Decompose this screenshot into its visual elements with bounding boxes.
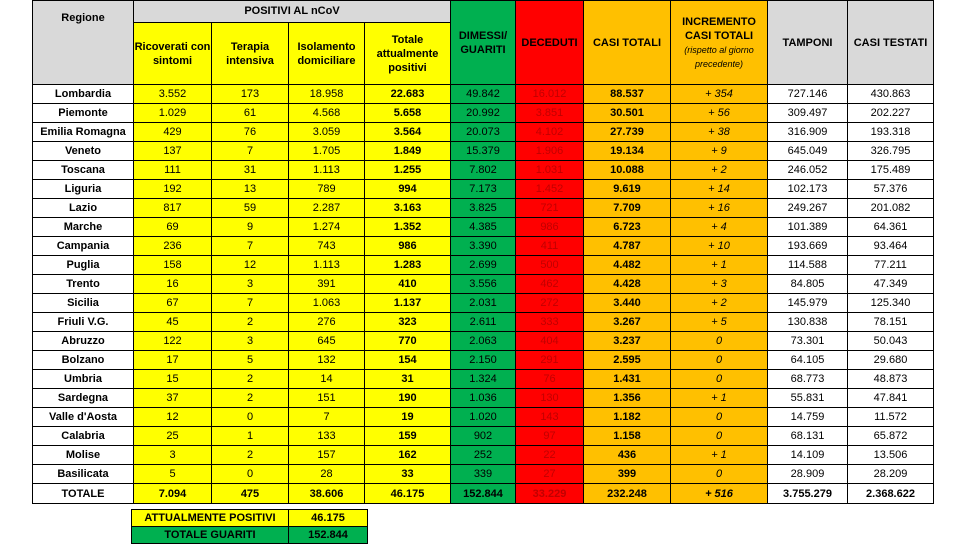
header-casi-testati: CASI TESTATI	[848, 1, 934, 85]
cell-totale-positivi: 22.683	[365, 85, 451, 104]
cell-deceduti: 462	[516, 275, 584, 294]
table-body	[33, 85, 934, 504]
cell-casi-testati: 50.043	[848, 332, 934, 351]
cell-tamponi: 84.805	[768, 275, 848, 294]
cell-region-name: Molise	[33, 446, 134, 465]
cell-casi-totali: 1.158	[584, 427, 671, 446]
cell-dimessi: 7.173	[451, 180, 516, 199]
cell-isolamento: 789	[289, 180, 365, 199]
cell-casi-totali: 19.134	[584, 142, 671, 161]
cell-isolamento: 1.063	[289, 294, 365, 313]
cell-deceduti: 291	[516, 351, 584, 370]
total-dimessi: 152.844	[451, 484, 516, 504]
cell-deceduti: 3.851	[516, 104, 584, 123]
cell-region-name: Puglia	[33, 256, 134, 275]
cell-incremento: 0	[671, 427, 768, 446]
cell-deceduti: 272	[516, 294, 584, 313]
cell-totale-positivi: 31	[365, 370, 451, 389]
cell-casi-testati: 77.211	[848, 256, 934, 275]
cell-incremento: + 1	[671, 256, 768, 275]
table-row	[33, 199, 934, 218]
cell-region-name: Emilia Romagna	[33, 123, 134, 142]
cell-casi-totali: 1.182	[584, 408, 671, 427]
cell-region-name: Basilicata	[33, 465, 134, 484]
table-row	[33, 275, 934, 294]
cell-deceduti: 1.031	[516, 161, 584, 180]
cell-casi-totali: 1.356	[584, 389, 671, 408]
cell-incremento: 0	[671, 408, 768, 427]
table-row	[33, 256, 934, 275]
cell-tamponi: 193.669	[768, 237, 848, 256]
header-tamponi: TAMPONI	[768, 1, 848, 85]
summary-guariti-label: TOTALE GUARITI	[132, 527, 289, 544]
cell-terapia: 2	[212, 389, 289, 408]
cell-region-name: Abruzzo	[33, 332, 134, 351]
cell-ricoverati: 122	[134, 332, 212, 351]
cell-ricoverati: 3	[134, 446, 212, 465]
cell-terapia: 1	[212, 427, 289, 446]
cell-casi-testati: 326.795	[848, 142, 934, 161]
cell-isolamento: 14	[289, 370, 365, 389]
cell-casi-totali: 4.482	[584, 256, 671, 275]
summary-box	[131, 509, 368, 544]
cell-incremento: 0	[671, 370, 768, 389]
cell-tamponi: 249.267	[768, 199, 848, 218]
cell-terapia: 76	[212, 123, 289, 142]
cell-region-name: Sicilia	[33, 294, 134, 313]
cell-deceduti: 500	[516, 256, 584, 275]
cell-region-name: Calabria	[33, 427, 134, 446]
cell-dimessi: 1.036	[451, 389, 516, 408]
cell-isolamento: 7	[289, 408, 365, 427]
cell-isolamento: 1.274	[289, 218, 365, 237]
cell-casi-testati: 11.572	[848, 408, 934, 427]
total-row	[33, 484, 934, 504]
cell-totale-positivi: 1.255	[365, 161, 451, 180]
cell-casi-testati: 78.151	[848, 313, 934, 332]
cell-incremento: + 9	[671, 142, 768, 161]
table-row	[33, 85, 934, 104]
cell-region-name: Trento	[33, 275, 134, 294]
table-row	[33, 180, 934, 199]
cell-ricoverati: 1.029	[134, 104, 212, 123]
summary-attualmente-label: ATTUALMENTE POSITIVI	[132, 510, 289, 527]
cell-ricoverati: 45	[134, 313, 212, 332]
cell-ricoverati: 137	[134, 142, 212, 161]
cell-tamponi: 309.497	[768, 104, 848, 123]
cell-deceduti: 130	[516, 389, 584, 408]
total-ricoverati: 7.094	[134, 484, 212, 504]
header-totale-positivi: Totale attualmente positivi	[365, 23, 451, 85]
cell-deceduti: 404	[516, 332, 584, 351]
covid-region-table	[32, 0, 934, 504]
cell-deceduti: 4.102	[516, 123, 584, 142]
table-row	[33, 313, 934, 332]
cell-isolamento: 1.113	[289, 256, 365, 275]
cell-casi-testati: 28.209	[848, 465, 934, 484]
cell-terapia: 31	[212, 161, 289, 180]
table-row	[33, 427, 934, 446]
cell-terapia: 12	[212, 256, 289, 275]
cell-casi-totali: 4.787	[584, 237, 671, 256]
cell-deceduti: 1.452	[516, 180, 584, 199]
cell-deceduti: 22	[516, 446, 584, 465]
cell-totale-positivi: 190	[365, 389, 451, 408]
cell-totale-positivi: 1.352	[365, 218, 451, 237]
summary-attualmente-value: 46.175	[289, 510, 368, 527]
cell-deceduti: 1.906	[516, 142, 584, 161]
cell-terapia: 0	[212, 408, 289, 427]
total-casi-totali: 232.248	[584, 484, 671, 504]
cell-casi-totali: 27.739	[584, 123, 671, 142]
cell-tamponi: 68.131	[768, 427, 848, 446]
total-isolamento: 38.606	[289, 484, 365, 504]
cell-ricoverati: 69	[134, 218, 212, 237]
cell-incremento: + 354	[671, 85, 768, 104]
cell-tamponi: 316.909	[768, 123, 848, 142]
table-row	[33, 104, 934, 123]
cell-incremento: + 3	[671, 275, 768, 294]
cell-terapia: 13	[212, 180, 289, 199]
cell-deceduti: 76	[516, 370, 584, 389]
cell-dimessi: 2.031	[451, 294, 516, 313]
cell-totale-positivi: 410	[365, 275, 451, 294]
cell-tamponi: 55.831	[768, 389, 848, 408]
cell-ricoverati: 429	[134, 123, 212, 142]
cell-tamponi: 14.109	[768, 446, 848, 465]
cell-totale-positivi: 986	[365, 237, 451, 256]
cell-ricoverati: 67	[134, 294, 212, 313]
cell-terapia: 7	[212, 142, 289, 161]
cell-ricoverati: 37	[134, 389, 212, 408]
cell-region-name: Piemonte	[33, 104, 134, 123]
cell-dimessi: 49.842	[451, 85, 516, 104]
cell-casi-testati: 48.873	[848, 370, 934, 389]
total-terapia: 475	[212, 484, 289, 504]
cell-casi-totali: 399	[584, 465, 671, 484]
table-row	[33, 218, 934, 237]
cell-tamponi: 145.979	[768, 294, 848, 313]
cell-deceduti: 411	[516, 237, 584, 256]
cell-casi-testati: 175.489	[848, 161, 934, 180]
cell-incremento: + 14	[671, 180, 768, 199]
header-positivi-group: POSITIVI AL nCoV	[134, 1, 451, 23]
header-incremento-note: (rispetto al giorno precedente)	[684, 44, 754, 69]
table-row	[33, 161, 934, 180]
table-row	[33, 294, 934, 313]
cell-totale-positivi: 5.658	[365, 104, 451, 123]
cell-incremento: + 1	[671, 389, 768, 408]
cell-casi-totali: 30.501	[584, 104, 671, 123]
cell-dimessi: 1.324	[451, 370, 516, 389]
cell-dimessi: 902	[451, 427, 516, 446]
total-deceduti: 33.229	[516, 484, 584, 504]
cell-incremento: 0	[671, 465, 768, 484]
cell-tamponi: 727.146	[768, 85, 848, 104]
cell-incremento: + 1	[671, 446, 768, 465]
cell-incremento: 0	[671, 351, 768, 370]
cell-incremento: + 10	[671, 237, 768, 256]
cell-totale-positivi: 159	[365, 427, 451, 446]
cell-region-name: Sardegna	[33, 389, 134, 408]
cell-terapia: 173	[212, 85, 289, 104]
cell-dimessi: 2.150	[451, 351, 516, 370]
cell-casi-totali: 3.237	[584, 332, 671, 351]
table-row	[33, 408, 934, 427]
cell-terapia: 2	[212, 370, 289, 389]
cell-deceduti: 986	[516, 218, 584, 237]
cell-isolamento: 2.287	[289, 199, 365, 218]
cell-totale-positivi: 1.849	[365, 142, 451, 161]
cell-deceduti: 721	[516, 199, 584, 218]
table-row	[33, 123, 934, 142]
cell-ricoverati: 817	[134, 199, 212, 218]
table-row	[33, 446, 934, 465]
cell-incremento: + 16	[671, 199, 768, 218]
cell-ricoverati: 5	[134, 465, 212, 484]
cell-incremento: + 5	[671, 313, 768, 332]
cell-casi-totali: 1.431	[584, 370, 671, 389]
cell-tamponi: 64.105	[768, 351, 848, 370]
header-regione: Regione	[33, 1, 134, 85]
cell-casi-testati: 202.227	[848, 104, 934, 123]
cell-dimessi: 20.073	[451, 123, 516, 142]
cell-casi-testati: 65.872	[848, 427, 934, 446]
cell-dimessi: 252	[451, 446, 516, 465]
header-terapia: Terapia intensiva	[212, 23, 289, 85]
cell-totale-positivi: 994	[365, 180, 451, 199]
cell-isolamento: 132	[289, 351, 365, 370]
cell-terapia: 7	[212, 294, 289, 313]
cell-tamponi: 102.173	[768, 180, 848, 199]
cell-totale-positivi: 19	[365, 408, 451, 427]
cell-tamponi: 114.588	[768, 256, 848, 275]
cell-dimessi: 2.611	[451, 313, 516, 332]
cell-dimessi: 1.020	[451, 408, 516, 427]
cell-incremento: + 38	[671, 123, 768, 142]
cell-tamponi: 73.301	[768, 332, 848, 351]
cell-isolamento: 151	[289, 389, 365, 408]
cell-totale-positivi: 3.163	[365, 199, 451, 218]
cell-isolamento: 276	[289, 313, 365, 332]
cell-isolamento: 743	[289, 237, 365, 256]
cell-terapia: 9	[212, 218, 289, 237]
table-row	[33, 370, 934, 389]
cell-region-name: Liguria	[33, 180, 134, 199]
cell-tamponi: 246.052	[768, 161, 848, 180]
cell-terapia: 0	[212, 465, 289, 484]
cell-region-name: Lombardia	[33, 85, 134, 104]
cell-incremento: + 2	[671, 161, 768, 180]
cell-tamponi: 14.759	[768, 408, 848, 427]
cell-deceduti: 333	[516, 313, 584, 332]
cell-isolamento: 18.958	[289, 85, 365, 104]
cell-totale-positivi: 1.137	[365, 294, 451, 313]
cell-region-name: Bolzano	[33, 351, 134, 370]
cell-region-name: Veneto	[33, 142, 134, 161]
cell-casi-testati: 57.376	[848, 180, 934, 199]
table-row	[33, 332, 934, 351]
cell-dimessi: 3.390	[451, 237, 516, 256]
cell-terapia: 5	[212, 351, 289, 370]
cell-casi-totali: 436	[584, 446, 671, 465]
total-casi-testati: 2.368.622	[848, 484, 934, 504]
cell-dimessi: 2.063	[451, 332, 516, 351]
cell-ricoverati: 236	[134, 237, 212, 256]
cell-totale-positivi: 770	[365, 332, 451, 351]
header-casi-totali: CASI TOTALI	[584, 1, 671, 85]
cell-casi-testati: 47.841	[848, 389, 934, 408]
summary-guariti-value: 152.844	[289, 527, 368, 544]
cell-tamponi: 68.773	[768, 370, 848, 389]
cell-isolamento: 157	[289, 446, 365, 465]
header-incremento	[671, 1, 768, 85]
cell-casi-testati: 125.340	[848, 294, 934, 313]
cell-ricoverati: 158	[134, 256, 212, 275]
cell-terapia: 2	[212, 313, 289, 332]
table-row	[33, 237, 934, 256]
header-incremento-label: INCREMENTO CASI TOTALI	[682, 15, 756, 42]
cell-region-name: Umbria	[33, 370, 134, 389]
cell-totale-positivi: 154	[365, 351, 451, 370]
cell-ricoverati: 3.552	[134, 85, 212, 104]
cell-tamponi: 130.838	[768, 313, 848, 332]
cell-terapia: 7	[212, 237, 289, 256]
cell-tamponi: 101.389	[768, 218, 848, 237]
total-tamponi: 3.755.279	[768, 484, 848, 504]
cell-ricoverati: 17	[134, 351, 212, 370]
cell-region-name: Toscana	[33, 161, 134, 180]
table-row	[33, 389, 934, 408]
cell-deceduti: 16.012	[516, 85, 584, 104]
cell-casi-totali: 6.723	[584, 218, 671, 237]
cell-isolamento: 391	[289, 275, 365, 294]
table-row	[33, 351, 934, 370]
cell-terapia: 61	[212, 104, 289, 123]
cell-region-name: Marche	[33, 218, 134, 237]
cell-ricoverati: 15	[134, 370, 212, 389]
cell-ricoverati: 192	[134, 180, 212, 199]
header-dimessi: DIMESSI/ GUARITI	[451, 1, 516, 85]
cell-dimessi: 7.802	[451, 161, 516, 180]
cell-terapia: 2	[212, 446, 289, 465]
cell-dimessi: 15.379	[451, 142, 516, 161]
cell-dimessi: 339	[451, 465, 516, 484]
cell-casi-totali: 9.619	[584, 180, 671, 199]
cell-totale-positivi: 162	[365, 446, 451, 465]
cell-dimessi: 3.556	[451, 275, 516, 294]
cell-casi-testati: 201.082	[848, 199, 934, 218]
cell-isolamento: 28	[289, 465, 365, 484]
cell-region-name: Lazio	[33, 199, 134, 218]
table-row	[33, 465, 934, 484]
cell-deceduti: 143	[516, 408, 584, 427]
cell-casi-totali: 3.267	[584, 313, 671, 332]
cell-tamponi: 28.909	[768, 465, 848, 484]
cell-deceduti: 97	[516, 427, 584, 446]
cell-casi-totali: 3.440	[584, 294, 671, 313]
cell-incremento: + 56	[671, 104, 768, 123]
cell-ricoverati: 16	[134, 275, 212, 294]
cell-tamponi: 645.049	[768, 142, 848, 161]
cell-terapia: 3	[212, 275, 289, 294]
cell-ricoverati: 111	[134, 161, 212, 180]
cell-deceduti: 27	[516, 465, 584, 484]
cell-casi-totali: 4.428	[584, 275, 671, 294]
table-row	[33, 142, 934, 161]
cell-isolamento: 645	[289, 332, 365, 351]
cell-isolamento: 3.059	[289, 123, 365, 142]
cell-totale-positivi: 323	[365, 313, 451, 332]
total-region-name: TOTALE	[33, 484, 134, 504]
cell-dimessi: 4.385	[451, 218, 516, 237]
cell-dimessi: 20.992	[451, 104, 516, 123]
cell-casi-testati: 47.349	[848, 275, 934, 294]
cell-casi-totali: 7.709	[584, 199, 671, 218]
cell-region-name: Campania	[33, 237, 134, 256]
cell-incremento: + 4	[671, 218, 768, 237]
cell-isolamento: 133	[289, 427, 365, 446]
header-isolamento: Isolamento domiciliare	[289, 23, 365, 85]
cell-casi-totali: 88.537	[584, 85, 671, 104]
cell-totale-positivi: 33	[365, 465, 451, 484]
header-ricoverati: Ricoverati con sintomi	[134, 23, 212, 85]
cell-casi-totali: 10.088	[584, 161, 671, 180]
cell-totale-positivi: 1.283	[365, 256, 451, 275]
cell-terapia: 59	[212, 199, 289, 218]
cell-isolamento: 4.568	[289, 104, 365, 123]
cell-region-name: Friuli V.G.	[33, 313, 134, 332]
cell-casi-testati: 13.506	[848, 446, 934, 465]
cell-casi-totali: 2.595	[584, 351, 671, 370]
cell-ricoverati: 25	[134, 427, 212, 446]
cell-casi-testati: 193.318	[848, 123, 934, 142]
cell-dimessi: 2.699	[451, 256, 516, 275]
cell-totale-positivi: 3.564	[365, 123, 451, 142]
cell-dimessi: 3.825	[451, 199, 516, 218]
cell-region-name: Valle d'Aosta	[33, 408, 134, 427]
cell-isolamento: 1.113	[289, 161, 365, 180]
cell-incremento: 0	[671, 332, 768, 351]
cell-terapia: 3	[212, 332, 289, 351]
cell-casi-testati: 64.361	[848, 218, 934, 237]
cell-isolamento: 1.705	[289, 142, 365, 161]
header-deceduti: DECEDUTI	[516, 1, 584, 85]
cell-incremento: + 2	[671, 294, 768, 313]
cell-casi-testati: 430.863	[848, 85, 934, 104]
cell-casi-testati: 29.680	[848, 351, 934, 370]
total-totale-positivi: 46.175	[365, 484, 451, 504]
cell-ricoverati: 12	[134, 408, 212, 427]
cell-casi-testati: 93.464	[848, 237, 934, 256]
total-incremento: + 516	[671, 484, 768, 504]
